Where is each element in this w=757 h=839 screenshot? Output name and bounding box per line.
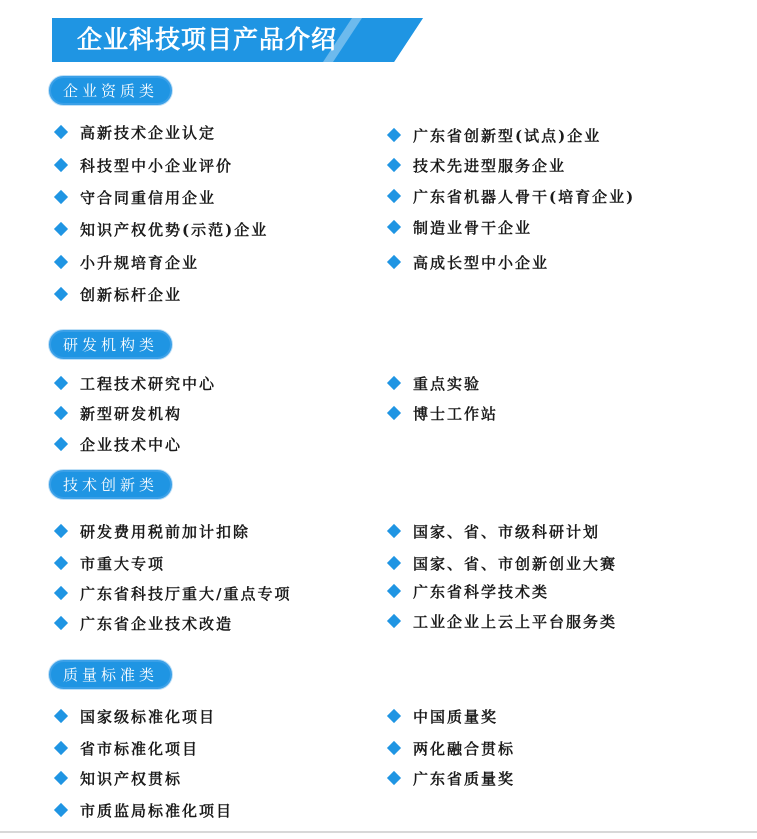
diamond-bullet-icon: [54, 586, 68, 600]
diamond-bullet-icon: [54, 741, 68, 755]
title-banner: [52, 18, 423, 62]
diamond-bullet-icon: [387, 771, 401, 785]
page-title: 企业科技项目产品介绍: [76, 25, 337, 54]
diamond-bullet-icon: [54, 556, 68, 570]
list-item: 市质监局标准化项目: [56, 801, 233, 821]
diamond-bullet-icon: [54, 616, 68, 630]
list-item: 技术先进型服务企业: [389, 156, 566, 176]
diamond-bullet-icon: [387, 584, 401, 598]
list-item: 广东省质量奖: [389, 769, 515, 789]
list-item: 研发费用税前加计扣除: [56, 522, 250, 542]
list-item: 知识产权贯标: [56, 769, 182, 789]
diamond-bullet-icon: [54, 376, 68, 390]
list-item: 小升规培育企业: [56, 253, 199, 273]
diamond-bullet-icon: [54, 255, 68, 269]
list-item: 科技型中小企业评价: [56, 156, 233, 176]
diamond-bullet-icon: [387, 376, 401, 390]
diamond-bullet-icon: [54, 709, 68, 723]
list-item: 高成长型中小企业: [389, 253, 549, 273]
list-item: 市重大专项: [56, 554, 165, 574]
diamond-bullet-icon: [387, 524, 401, 538]
list-item: 国家、省、市创新创业大赛: [389, 554, 617, 574]
diamond-bullet-icon: [387, 406, 401, 420]
list-item: 新型研发机构: [56, 404, 182, 424]
diamond-bullet-icon: [54, 125, 68, 139]
list-item: 广东省企业技术改造: [56, 614, 233, 634]
diamond-bullet-icon: [387, 128, 401, 142]
list-item: 国家、省、市级科研计划: [389, 522, 600, 542]
diamond-bullet-icon: [387, 556, 401, 570]
section-label-quality-standards: 质量标准类: [49, 660, 172, 689]
list-item: 工程技术研究中心: [56, 374, 216, 394]
diamond-bullet-icon: [387, 220, 401, 234]
list-item: 重点实验: [389, 374, 481, 394]
diamond-bullet-icon: [54, 437, 68, 451]
list-item: 省市标准化项目: [56, 739, 199, 759]
diamond-bullet-icon: [387, 189, 401, 203]
diamond-bullet-icon: [54, 190, 68, 204]
list-item: 工业企业上云上平台服务类: [389, 612, 617, 632]
list-item: 守合同重信用企业: [56, 188, 216, 208]
list-item: 广东省科技厅重大/重点专项: [56, 584, 291, 604]
diamond-bullet-icon: [54, 771, 68, 785]
diamond-bullet-icon: [387, 709, 401, 723]
list-item: 国家级标准化项目: [56, 707, 216, 727]
diamond-bullet-icon: [54, 803, 68, 817]
list-item: 广东省机器人骨干(培育企业): [389, 187, 635, 207]
list-item: 制造业骨干企业: [389, 218, 532, 238]
diamond-bullet-icon: [54, 158, 68, 172]
section-label-rd-institutions: 研发机构类: [49, 330, 172, 359]
list-item: 企业技术中心: [56, 435, 182, 455]
list-item: 中国质量奖: [389, 707, 498, 727]
diamond-bullet-icon: [54, 222, 68, 236]
diamond-bullet-icon: [54, 287, 68, 301]
bottom-divider: [0, 831, 757, 833]
diamond-bullet-icon: [387, 255, 401, 269]
diamond-bullet-icon: [54, 524, 68, 538]
diamond-bullet-icon: [54, 406, 68, 420]
diamond-bullet-icon: [387, 614, 401, 628]
list-item: 广东省创新型(试点)企业: [389, 126, 601, 146]
list-item: 创新标杆企业: [56, 285, 182, 305]
list-item: 广东省科学技术类: [389, 582, 549, 602]
section-label-tech-innovation: 技术创新类: [49, 470, 172, 499]
diamond-bullet-icon: [387, 741, 401, 755]
section-label-qualification: 企业资质类: [49, 76, 172, 105]
list-item: 高新技术企业认定: [56, 123, 216, 143]
list-item: 知识产权优势(示范)企业: [56, 220, 268, 240]
list-item: 博士工作站: [389, 404, 498, 424]
diamond-bullet-icon: [387, 158, 401, 172]
list-item: 两化融合贯标: [389, 739, 515, 759]
